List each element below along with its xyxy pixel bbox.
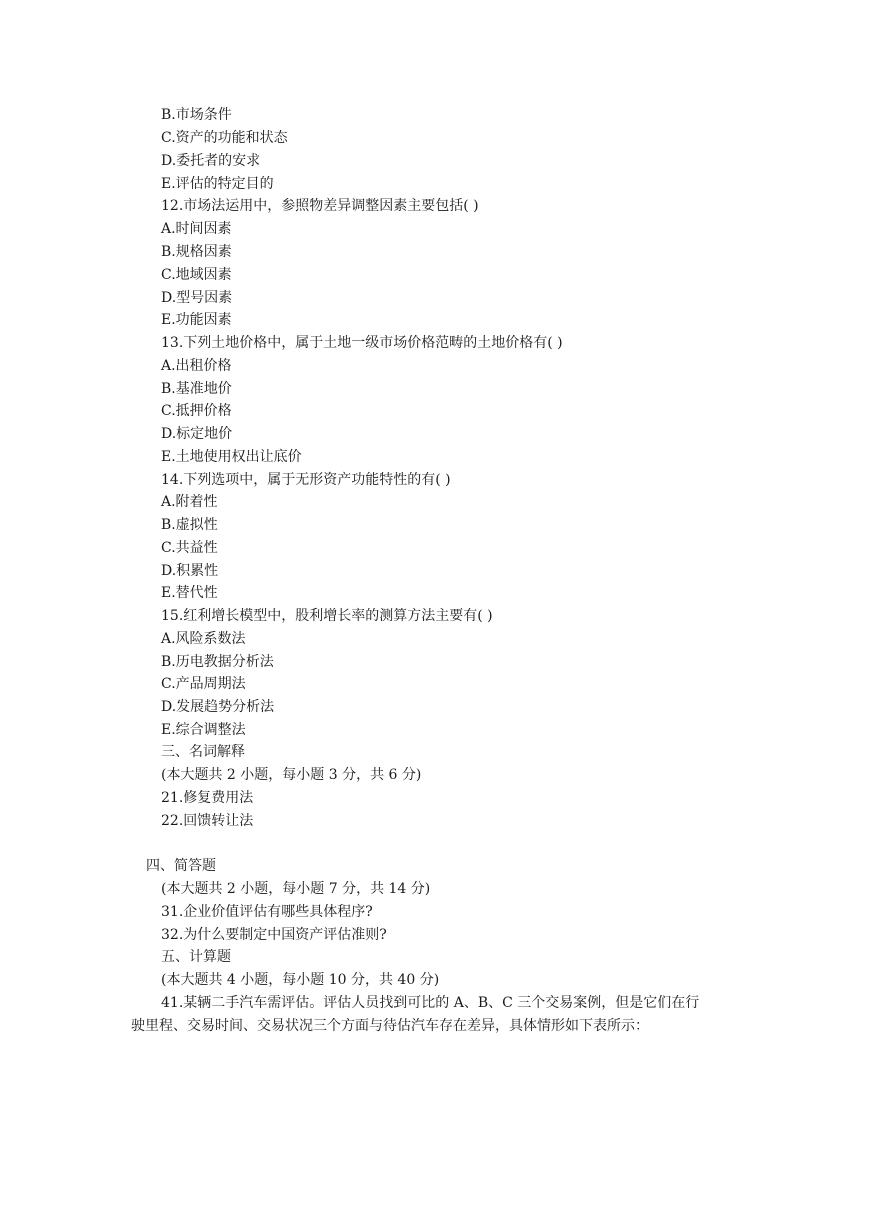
- section-heading: 五、计算题: [161, 949, 231, 965]
- option-line: A.时间因素: [161, 221, 232, 237]
- question-line: 41.某辆二手汽车需评估。评估人员找到可比的 A、B、C 三个交易案例，但是它们在行: [161, 995, 700, 1011]
- option-line: C.产品周期法: [161, 676, 246, 692]
- option-line: B.历电教据分析法: [161, 654, 274, 670]
- option-line: E.评估的特定目的: [161, 176, 274, 192]
- option-line: D.委托者的安求: [161, 153, 261, 169]
- option-line: B.基准地价: [161, 381, 232, 397]
- option-line: D.型号因素: [161, 290, 233, 306]
- question-line: 21.修复费用法: [161, 790, 254, 806]
- section-note: (本大题共 4 小题，每小题 10 分，共 40 分): [161, 972, 440, 988]
- option-line: D.标定地价: [161, 426, 233, 442]
- question-line: 31.企业价值评估有哪些具体程序?: [161, 904, 373, 920]
- section-heading: 三、名词解释: [161, 744, 245, 760]
- question-line: 22.回馈转让法: [161, 813, 254, 829]
- option-line: C.抵押价格: [161, 403, 232, 419]
- question-line: 13.下列土地价格中，属于土地一级市场价格范畴的土地价格有( ): [161, 335, 563, 351]
- option-line: C.地域因素: [161, 267, 232, 283]
- option-line: C.共益性: [161, 540, 218, 556]
- option-line: B.规格因素: [161, 244, 232, 260]
- option-line: A.附着性: [161, 494, 218, 510]
- option-line: A.出租价格: [161, 358, 232, 374]
- question-line: 12.市场法运用中，参照物差异调整因素主要包括( ): [161, 198, 479, 214]
- question-line: 14.下列选项中，属于无形资产功能特性的有( ): [161, 472, 451, 488]
- option-line: A.风险系数法: [161, 631, 246, 647]
- option-line: E.功能因素: [161, 312, 232, 328]
- question-continuation: 驶里程、交易时间、交易状况三个方面与待估汽车存在差异，具体情形如下表所示：: [131, 1018, 649, 1034]
- question-line: 15.红利增长模型中，股利增长率的测算方法主要有( ): [161, 608, 493, 624]
- option-line: D.积累性: [161, 563, 219, 579]
- section-heading: 四、简答题: [146, 858, 216, 874]
- section-note: (本大题共 2 小题，每小题 7 分，共 14 分): [161, 881, 431, 897]
- section-note: (本大题共 2 小题，每小题 3 分，共 6 分): [161, 767, 422, 783]
- option-line: E.土地使用权出让底价: [161, 449, 302, 465]
- question-line: 32.为什么要制定中国资产评估准则?: [161, 927, 387, 943]
- option-line: B.市场条件: [161, 107, 232, 123]
- option-line: C.资产的功能和状态: [161, 130, 288, 146]
- option-line: E.替代性: [161, 585, 218, 601]
- option-line: D.发展趋势分析法: [161, 699, 275, 715]
- option-line: B.虚拟性: [161, 517, 218, 533]
- option-line: E.综合调整法: [161, 722, 246, 738]
